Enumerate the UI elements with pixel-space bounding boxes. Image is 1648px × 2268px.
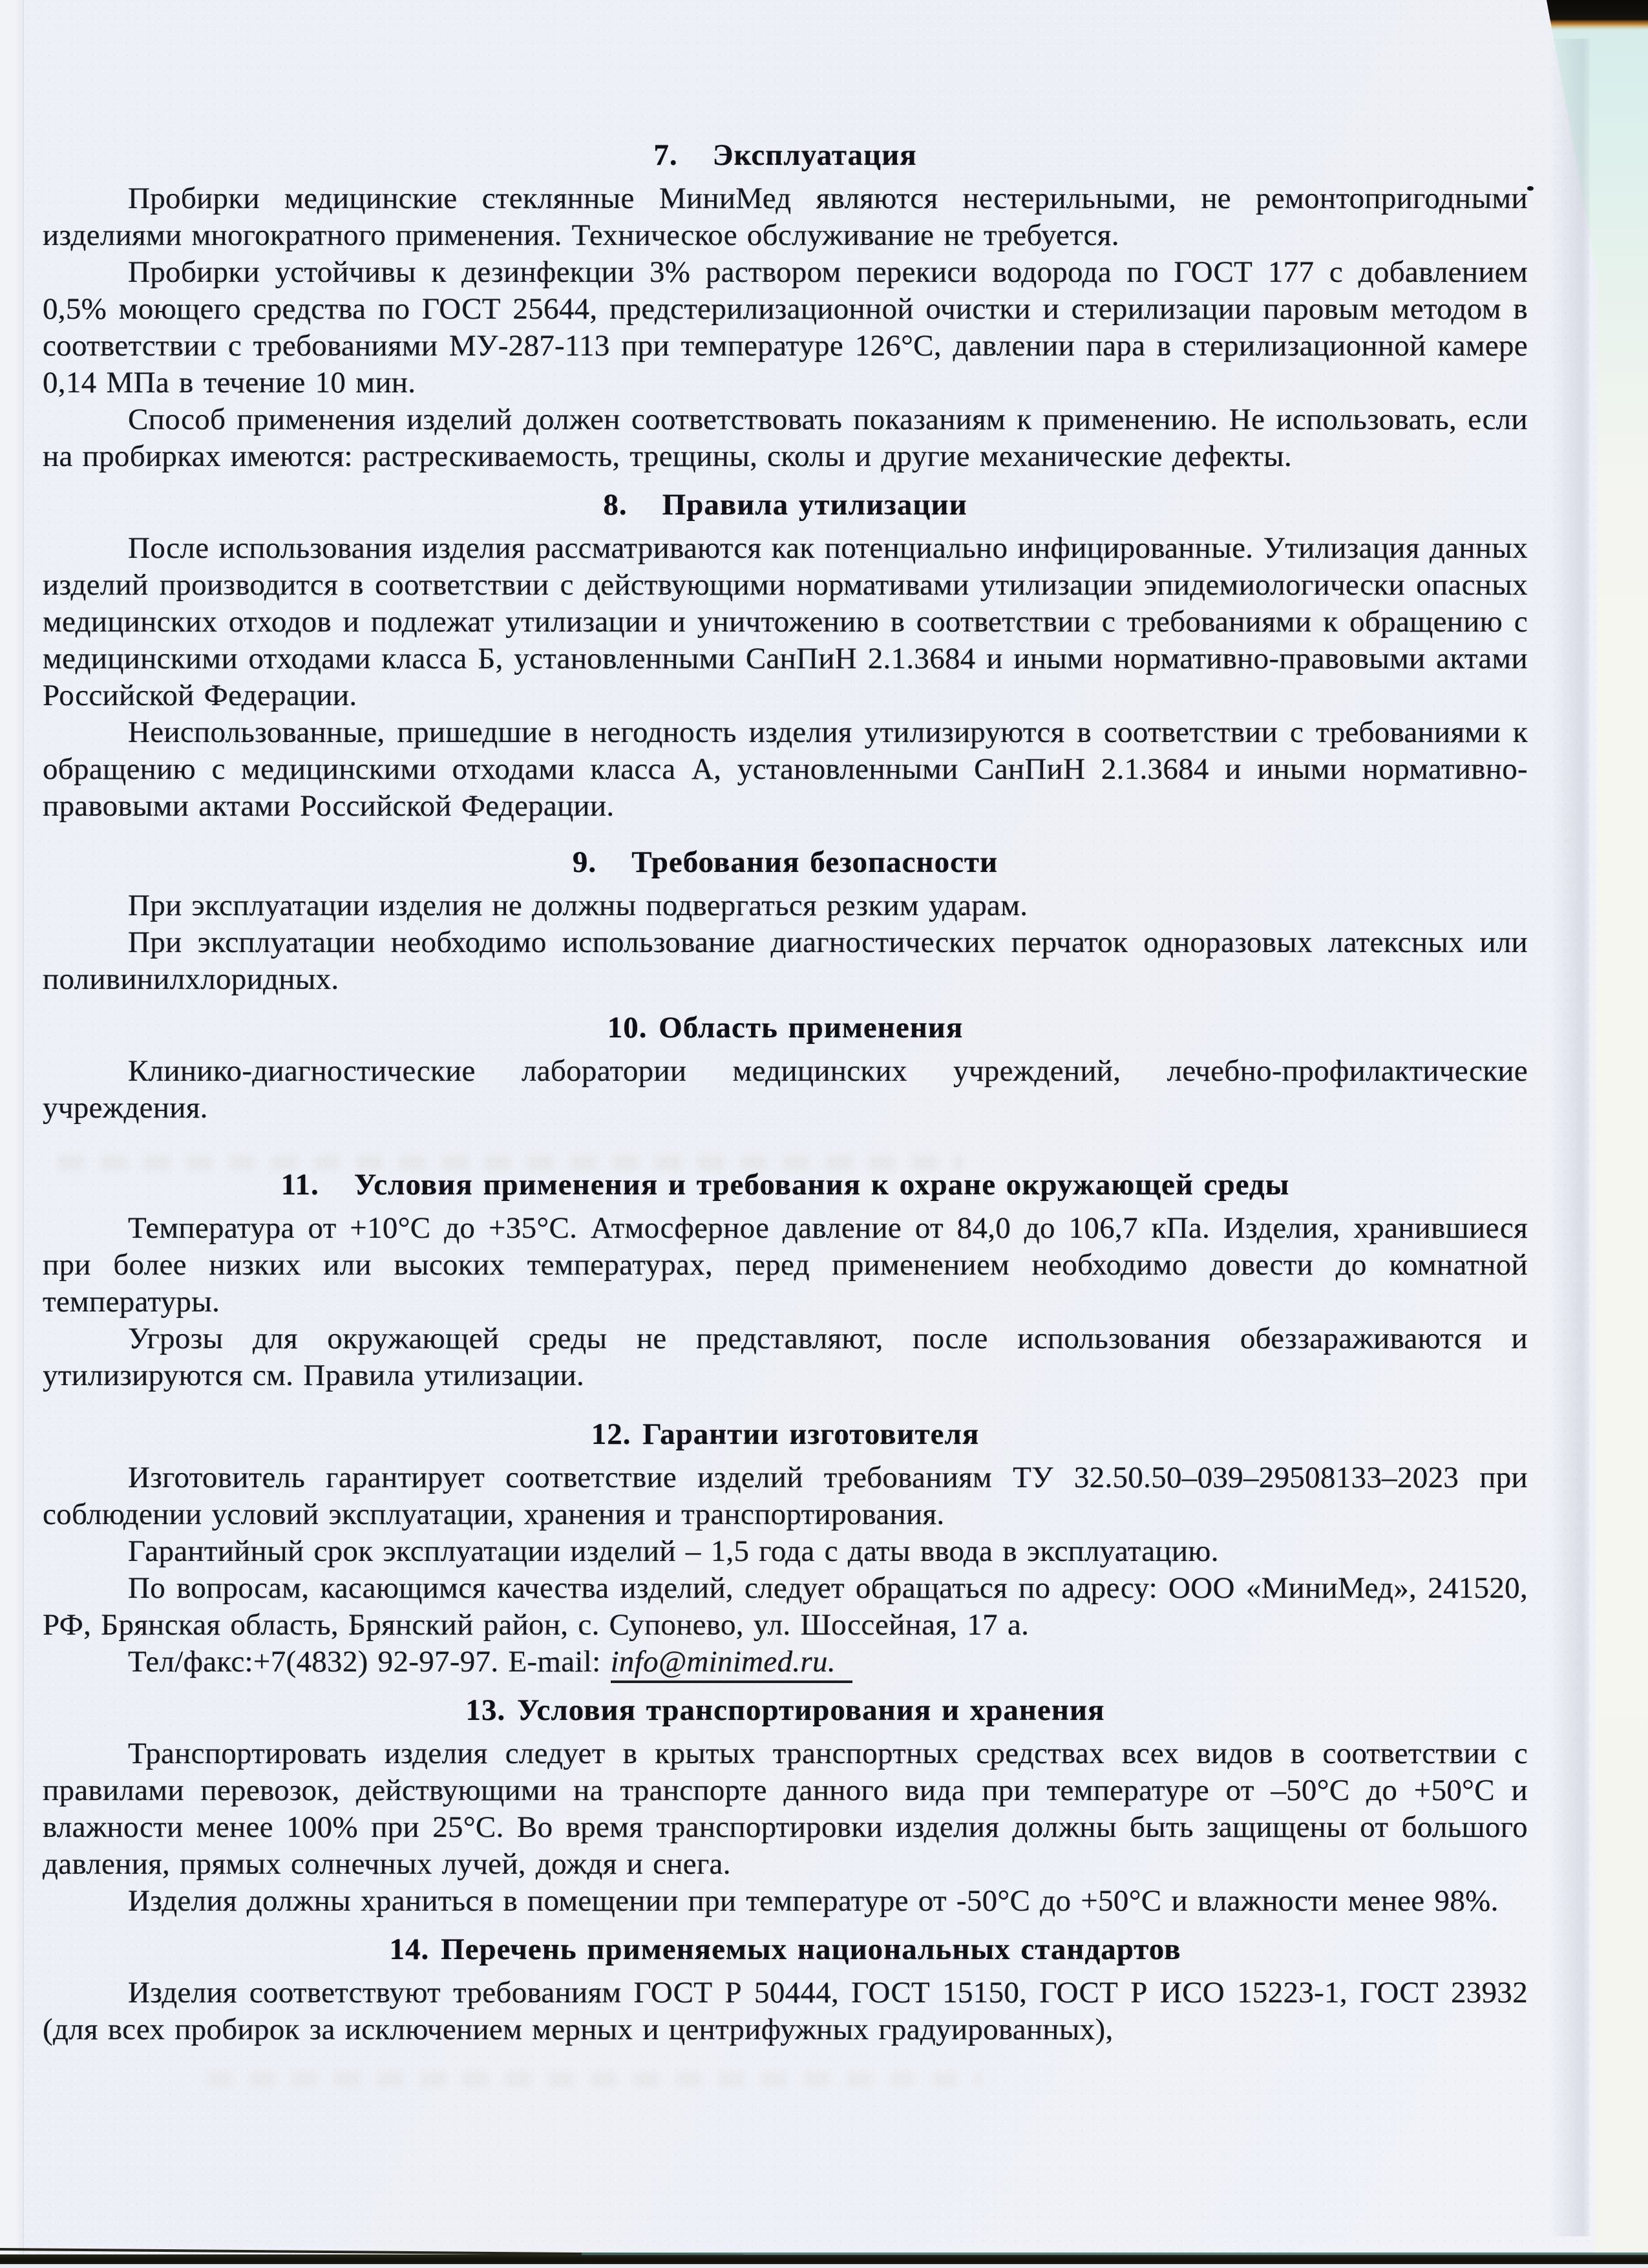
paragraph: При эксплуатации необходимо использование диагностических перчаток одноразовых латексных или поливинилхлоридных. — [43, 926, 1528, 996]
section-title-text: Требования безопасности — [631, 845, 998, 879]
paragraph: Изделия соответствуют требованиям ГОСТ Р 50444, ГОСТ 15150, ГОСТ Р ИСО 15223-1, ГОСТ 23932 (для всех пробирок за исключением мерных и центрифужных градуированных), — [43, 1976, 1528, 2046]
section-number: 14. — [389, 1933, 430, 1966]
paragraph: Клинико-диагностические лаборатории медицинских учреждений, лечебно-профилактические учреждения. — [43, 1054, 1528, 1125]
section-number: 9. — [572, 845, 597, 879]
section-title-text: Правила утилизации — [662, 488, 967, 522]
section-number: 13. — [465, 1693, 506, 1727]
paragraph: Транспортировать изделия следует в крытых транспортных средствах всех видов в соответствии с правилами перевозок, действующими на транспорте данного вида при температуре от –50°С до +50°С и влажности менее 100% при 25°С. Во время транспортировки изделия должны быть защищены от большого давления, прямых солнечных лучей, дождя и снега. — [43, 1737, 1528, 1881]
section-10 — [43, 1010, 1528, 1127]
section-title-text: Гарантии изготовителя — [642, 1417, 980, 1451]
paragraph: Изделия должны храниться в помещении при температуре от -50°С до +50°С и влажности менее 98%. — [128, 1884, 1499, 1918]
section-title — [43, 1692, 1528, 1729]
section-number: 11. — [280, 1168, 319, 1202]
section-title — [43, 1931, 1528, 1968]
section-title — [43, 1167, 1528, 1203]
bleed-through-smudge — [207, 2072, 982, 2087]
paragraph: Неиспользованные, пришедшие в негодность изделия утилизируются в соответствии с требованиями к обращению с медицинскими отходами класса А, установленными СанПиН 2.1.3684 и иными нормативно-правовыми актами Российской Федерации. — [43, 715, 1528, 823]
section-title — [43, 1416, 1528, 1453]
section-title-text: Условия транспортирования и хранения — [517, 1693, 1105, 1727]
section-number: 12. — [591, 1417, 631, 1451]
section-14 — [43, 1931, 1528, 2048]
section-12 — [43, 1416, 1528, 1680]
paragraph: При эксплуатации изделия не должны подвергаться резким ударам. — [128, 889, 1028, 922]
section-title-text: Эксплуатация — [712, 138, 917, 172]
paragraph: Изготовитель гарантирует соответствие изделий требованиям ТУ 32.50.50–039–29508133–2023 при соблюдении условий эксплуатации, хранения и транспортирования. — [43, 1461, 1528, 1531]
email-link: info@minimed.ru. — [611, 1645, 852, 1683]
paragraph: После использования изделия рассматриваются как потенциально инфицированные. Утилизация данных изделий производится в соответствии с действующими нормативами утилизации эпидемиологически опасных медицинских отходов и подлежат утилизации и уничтожению в соответствии с требованиями к обращению с медицинскими отходами класса Б, установленными СанПиН 2.1.3684 и иными нормативно-правовыми актами Российской Федерации. — [43, 531, 1528, 712]
section-number: 7. — [653, 138, 678, 172]
ink-speck — [1527, 186, 1534, 191]
underlying-sheet-edge — [0, 0, 24, 2268]
scan-edge-bottom-under — [0, 2264, 1648, 2268]
section-number: 10. — [607, 1011, 648, 1044]
paragraph: Пробирки медицинские стеклянные МиниМед являются нестерильными, не ремонтопригодными изделиями многократного применения. Техническое обслуживание не требуется. — [43, 182, 1528, 252]
section-title-text: Область применения — [659, 1011, 964, 1044]
section-11 — [43, 1167, 1528, 1394]
section-number: 8. — [603, 488, 628, 522]
section-7 — [43, 137, 1528, 475]
paragraph — [43, 1644, 1528, 1680]
paragraph: Угрозы для окружающей среды не представляют, после использования обеззараживаются и утилизируются см. Правила утилизации. — [43, 1322, 1528, 1392]
section-title — [43, 844, 1528, 881]
paragraph: Гарантийный срок эксплуатации изделий – 1,5 года с даты ввода в эксплуатацию. — [128, 1534, 1219, 1568]
paragraph: Температура от +10°С до +35°С. Атмосферное давление от 84,0 до 106,7 кПа. Изделия, хранившиеся при более низких или высоких температурах, перед применением необходимо довести до комнатной температуры. — [43, 1211, 1528, 1319]
scan-edge-bottom-band — [0, 2254, 1648, 2264]
scan-edge-bottom-teal — [582, 2252, 1648, 2255]
section-title-text: Условия применения и требования к охране окружающей среды — [354, 1168, 1290, 1202]
contact-line-text: Тел/факс:+7(4832) 92-97-97. E-mail: — [128, 1645, 611, 1679]
doc-content — [43, 137, 1528, 2048]
section-9 — [43, 844, 1528, 998]
section-title-text: Перечень применяемых национальных стандартов — [441, 1933, 1181, 1966]
paragraph: Способ применения изделий должен соответствовать показаниям к применению. Не использовать, если на пробирках имеются: растрескиваемость, трещины, сколы и другие механические дефекты. — [43, 403, 1528, 473]
section-title — [43, 1010, 1528, 1046]
section-title — [43, 137, 1528, 174]
section-13 — [43, 1692, 1528, 1920]
paragraph: По вопросам, касающимся качества изделий, следует обращаться по адресу: ООО «МиниМед», 241520, РФ, Брянская область, Брянский район, с. Супонево, ул. Шоссейная, 17 а. — [43, 1571, 1528, 1642]
section-8 — [43, 487, 1528, 825]
section-title — [43, 487, 1528, 524]
paragraph: Пробирки устойчивы к дезинфекции 3% раствором перекиси водорода по ГОСТ 177 с добавлением 0,5% моющего средства по ГОСТ 25644, предстерилизационной очистки и стерилизации паровым методом в соответствии с требованиями МУ-287-113 при температуре 126°С, давлении пара в стерилизационной камере 0,14 МПа в течение 10 мин. — [43, 255, 1528, 399]
page-edge-shadow — [1550, 39, 1590, 2236]
